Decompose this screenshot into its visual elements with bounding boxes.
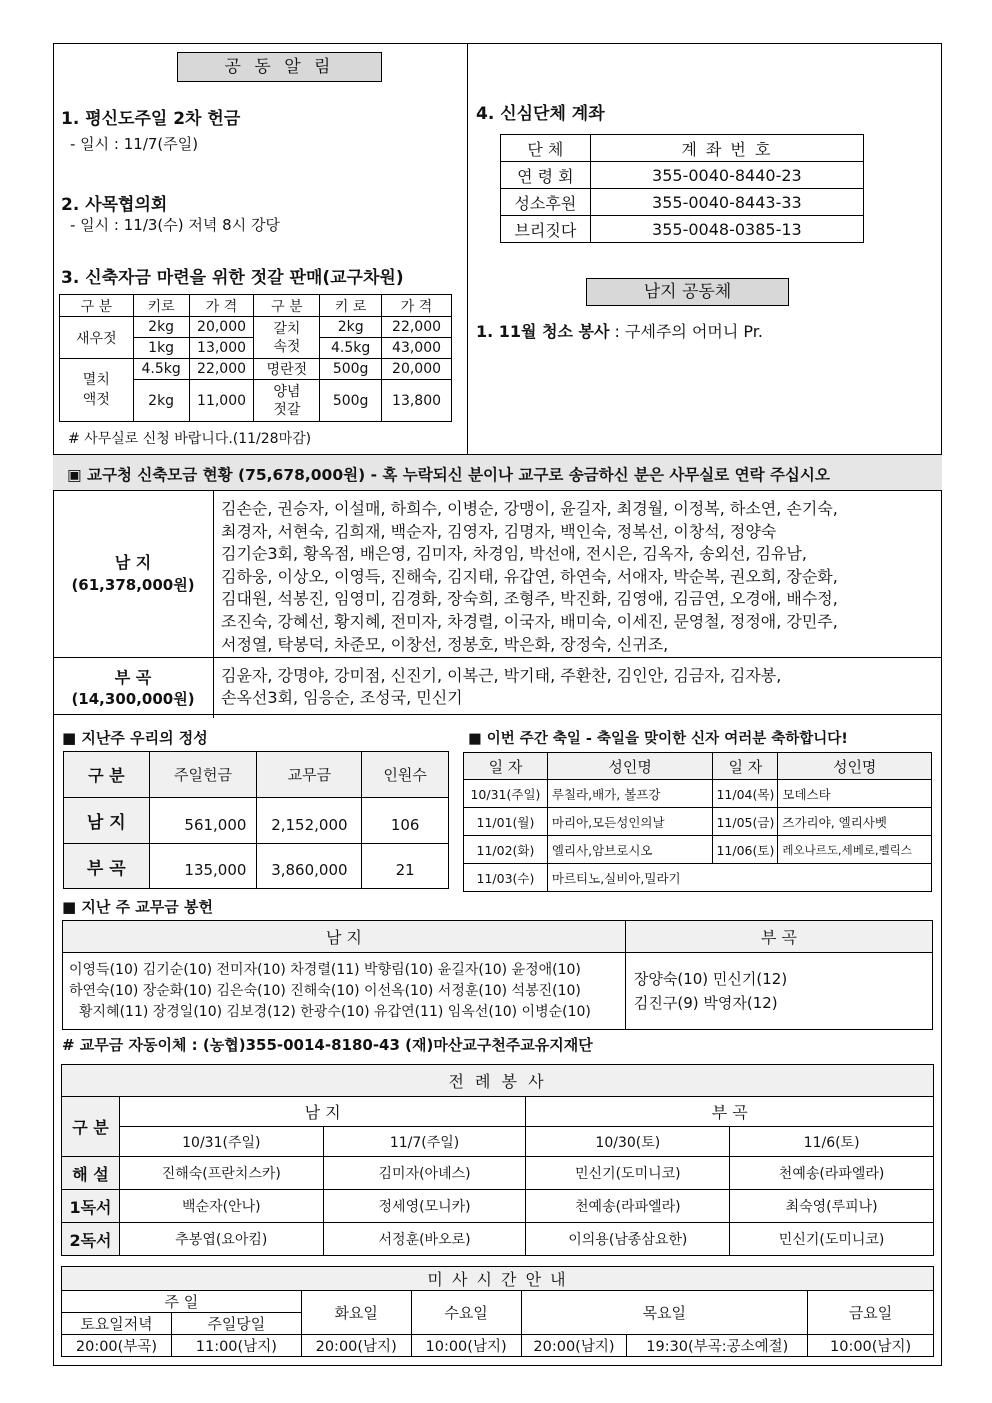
liturgy-date: 11/7(주일): [323, 1127, 526, 1157]
col-header: 일 자: [713, 753, 778, 780]
offering-title: ■ 지난주 우리의 정성: [62, 729, 208, 747]
bugok-amount: (14,300,000원): [71, 690, 195, 708]
mass-time: 20:00(남지): [521, 1335, 627, 1357]
community-title: 남지 공동체: [586, 278, 789, 306]
weight: 500g: [320, 359, 382, 380]
liturgy-date: 11/6(토): [730, 1127, 934, 1157]
price: 11,000: [189, 380, 254, 422]
col-header: 부 곡: [625, 921, 932, 953]
mass-time: 10:00(남지): [411, 1335, 521, 1357]
col-header: 키 로: [320, 295, 382, 317]
divider: [53, 657, 942, 658]
kyomu-title: ■ 지난 주 교무금 봉헌: [62, 898, 213, 916]
kyomu-line: 이영득(10) 김기순(10) 전미자(10) 차경렬(11) 박향림(10) 윤길자(10) 윤정애(10): [69, 961, 581, 978]
feast-saint: 엘리사,암브로시오: [547, 836, 713, 864]
feast-saint: 마리아,모든성인의날: [547, 808, 713, 836]
col-header: 구 분: [64, 752, 150, 798]
account-number: 355-0040-8440-23: [590, 162, 863, 189]
fund-header: ▣ 교구청 신축모금 현황 (75,678,000원) - 혹 누락되신 분이나 교구로 송금하신 분은 사무실로 연락 주십시오: [67, 466, 830, 484]
price: 13,800: [382, 380, 452, 422]
donor-line: 김하웅, 이상오, 이영득, 진해숙, 김지태, 유갑연, 하연숙, 서애자, 박순복, 권오희, 장순화,: [221, 566, 838, 586]
day-header: 주일당일: [171, 1313, 301, 1335]
col-header: 주일헌금: [149, 752, 257, 798]
auto-transfer-note: # 교무금 자동이체 : (농협)355-0014-8180-43 (재)마산교구천주교유지재단: [62, 1036, 593, 1054]
price: 13,000: [189, 338, 254, 359]
kyomu-bugok-list: [625, 953, 932, 1030]
gubun-label: 구 분: [62, 1097, 120, 1157]
col-header: 계 좌 번 호: [590, 135, 863, 162]
divider: [53, 714, 942, 715]
account-number: 355-0040-8443-33: [590, 189, 863, 216]
mass-table: [61, 1266, 934, 1357]
kyomu-namji-list: [63, 953, 626, 1030]
feast-date: 11/04(목): [713, 780, 778, 808]
sunday-offering: 135,000: [149, 844, 257, 889]
offering-table: [63, 751, 449, 889]
feast-date: 11/05(금): [713, 808, 778, 836]
feast-saint: 루칠라,배가, 볼프강: [547, 780, 713, 808]
col-header: 인원수: [362, 752, 449, 798]
weight: 2kg: [320, 317, 382, 338]
account-group: 브리짓다: [501, 216, 591, 243]
cleaning-line: [476, 319, 763, 342]
role-label: 2독서: [62, 1223, 120, 1256]
mass-time: 10:00(남지): [808, 1335, 934, 1357]
kyomu-line: 장양숙(10) 민신기(12): [633, 970, 788, 988]
bugok-label: 부 곡: [114, 668, 152, 687]
col-header: 가 격: [382, 295, 452, 317]
namji-label: 남 지: [114, 553, 152, 572]
product-name: 갈치 속젓: [254, 317, 320, 359]
server-name: 민신기(도미니코): [730, 1223, 934, 1256]
product-name: 양념 젓갈: [254, 380, 320, 422]
attendance: 21: [362, 844, 449, 889]
kyomu-line: 김진구(9) 박영자(12): [633, 994, 778, 1012]
server-name: 천예송(라파엘라): [730, 1157, 934, 1190]
namji-amount: (61,378,000원): [71, 576, 195, 594]
day-header: 화요일: [301, 1291, 411, 1335]
server-name: 백순자(안나): [119, 1190, 323, 1223]
cleaning-text: : 구세주의 어머니 Pr.: [609, 322, 763, 341]
donor-line: 김손순, 권승자, 이설매, 하희수, 이병순, 강맹이, 윤길자, 최경월, 이정복, 하소연, 손기숙,: [221, 499, 838, 518]
weight: 4.5kg: [133, 359, 189, 380]
row-name: 남 지: [64, 798, 150, 844]
namji-donors: [221, 498, 838, 656]
mass-title: 미 사 시 간 안 내: [62, 1267, 934, 1291]
kyomu-line: 황지혜(11) 장경일(10) 김보경(12) 한광수(10) 유갑연(11) 임옥선(10) 이병순(10): [79, 1003, 591, 1020]
kyomu-amount: 2,152,000: [257, 798, 362, 844]
donor-line: 김윤자, 강명야, 강미점, 신진기, 이복근, 박기태, 주환찬, 김인안, 김금자, 김자봉,: [221, 666, 782, 685]
item4-title: 4. 신심단체 계좌: [476, 104, 605, 124]
mass-time: 20:00(부곡): [62, 1335, 172, 1357]
jeotgal-note: # 사무실로 신청 바랍니다.(11/28마감): [68, 431, 312, 447]
feast-saint: 모데스타: [778, 780, 932, 808]
liturgy-table: [61, 1064, 934, 1256]
weight: 2kg: [133, 380, 189, 422]
column-divider: [467, 43, 468, 454]
liturgy-title: 전 례 봉 사: [62, 1065, 934, 1097]
server-name: 추봉엽(요아킴): [119, 1223, 323, 1256]
price: 20,000: [382, 359, 452, 380]
feast-title: ■ 이번 주간 축일 - 축일을 맞이한 신자 여러분 축하합니다!: [468, 731, 848, 747]
price: 43,000: [382, 338, 452, 359]
jeotgal-table: [59, 294, 452, 422]
col-header: 성인명: [778, 753, 932, 780]
donor-line: 김기순3회, 황옥점, 배은영, 김미자, 차경임, 박선애, 전시은, 김옥자, 송외선, 김유남,: [221, 544, 807, 564]
donor-line: 조진숙, 강혜선, 황지혜, 전미자, 차경렬, 이국자, 배미숙, 이세진, 문영철, 정정애, 강민주,: [221, 611, 838, 631]
server-name: 진해숙(프란치스카): [119, 1157, 323, 1190]
feast-date: 11/01(월): [464, 808, 548, 836]
bugok-donors: [221, 665, 781, 709]
feast-saint: 레오나르도,세베로,펠릭스: [778, 836, 932, 864]
account-group: 성소후원: [501, 189, 591, 216]
feast-date: 11/02(화): [464, 836, 548, 864]
item1-detail: - 일시 : 11/7(주일): [70, 135, 199, 153]
feast-table: [463, 752, 932, 892]
server-name: 이의용(남종삼요한): [526, 1223, 730, 1256]
donor-line: 서정열, 탁봉덕, 차준모, 이창선, 정봉호, 박은화, 장정숙, 신귀조,: [221, 634, 669, 654]
price: 22,000: [189, 359, 254, 380]
feast-saint: 즈가리야, 엘리사벳: [778, 808, 932, 836]
role-label: 해 설: [62, 1157, 120, 1190]
fund-header-bar: [53, 454, 942, 491]
weight: 4.5kg: [320, 338, 382, 359]
cleaning-label: 1. 11월 청소 봉사: [476, 322, 610, 341]
item2-title: 2. 사목협의회: [61, 195, 168, 215]
weight: 2kg: [133, 317, 189, 338]
notice-title: 공 동 알 림: [177, 52, 382, 82]
attendance: 106: [362, 798, 449, 844]
col-header: 성인명: [547, 753, 713, 780]
server-name: 최숙영(루피나): [730, 1190, 934, 1223]
donor-line: 손옥선3회, 임응순, 조성국, 민신기: [221, 688, 463, 707]
item1-title: 1. 평신도주일 2차 헌금: [61, 109, 241, 129]
item2-detail: - 일시 : 11/3(수) 저녁 8시 강당: [70, 216, 280, 234]
server-name: 서정훈(바오로): [323, 1223, 526, 1256]
donor-line: 최경자, 서현숙, 김희재, 백순자, 김영자, 김명자, 백인숙, 정복선, 이창석, 정양숙: [221, 521, 777, 541]
namji-header: 남 지: [119, 1097, 526, 1127]
col-header: 키로: [133, 295, 189, 317]
server-name: 정세영(모니카): [323, 1190, 526, 1223]
account-number: 355-0048-0385-13: [590, 216, 863, 243]
server-name: 김미자(아녜스): [323, 1157, 526, 1190]
price: 22,000: [382, 317, 452, 338]
donor-line: 김대원, 석봉진, 임영미, 김경화, 장숙희, 조형주, 박진화, 김영애, 김금연, 오경애, 배수정,: [221, 589, 838, 609]
divider: [213, 490, 214, 718]
bugok-header: 부 곡: [526, 1097, 934, 1127]
col-header: 구 분: [60, 295, 134, 317]
col-header: 남 지: [63, 921, 626, 953]
kyomu-table: [62, 920, 933, 1030]
day-header: 목요일: [521, 1291, 808, 1335]
col-header: 일 자: [464, 753, 548, 780]
mass-time: 11:00(남지): [171, 1335, 301, 1357]
product-name: 새우젓: [60, 317, 134, 359]
feast-date: 11/06(토): [713, 836, 778, 864]
fund-body: [53, 490, 942, 718]
col-header: 가 격: [189, 295, 254, 317]
col-header: 단 체: [501, 135, 591, 162]
day-header: 토요일저녁: [62, 1313, 172, 1335]
kyomu-amount: 3,860,000: [257, 844, 362, 889]
price: 20,000: [189, 317, 254, 338]
feast-saint: 마르티노,실비아,밀라기: [547, 864, 931, 892]
role-label: 1독서: [62, 1190, 120, 1223]
account-table: [500, 134, 864, 243]
weight: 1kg: [133, 338, 189, 359]
kyomu-line: 하연숙(10) 장순화(10) 김은숙(10) 진해숙(10) 이선옥(10) 서정훈(10) 석봉진(10): [69, 982, 581, 999]
sunday-header: 주 일: [62, 1291, 302, 1313]
liturgy-date: 10/31(주일): [119, 1127, 323, 1157]
row-name: 부 곡: [64, 844, 150, 889]
sunday-offering: 561,000: [149, 798, 257, 844]
product-name: 명란젓: [254, 359, 320, 380]
liturgy-date: 10/30(토): [526, 1127, 730, 1157]
feast-date: 10/31(주일): [464, 780, 548, 808]
day-header: 수요일: [411, 1291, 521, 1335]
server-name: 천예송(라파엘라): [526, 1190, 730, 1223]
mass-time: 20:00(남지): [301, 1335, 411, 1357]
server-name: 민신기(도미니코): [526, 1157, 730, 1190]
weight: 500g: [320, 380, 382, 422]
item3-title: 3. 신축자금 마련을 위한 젓갈 판매(교구차원): [61, 268, 404, 288]
col-header: 구 분: [254, 295, 320, 317]
product-name: 멸치 액젓: [60, 359, 134, 422]
day-header: 금요일: [808, 1291, 934, 1335]
account-group: 연 령 회: [501, 162, 591, 189]
feast-date: 11/03(수): [464, 864, 548, 892]
mass-time: 19:30(부곡:공소예절): [627, 1335, 808, 1357]
col-header: 교무금: [257, 752, 362, 798]
